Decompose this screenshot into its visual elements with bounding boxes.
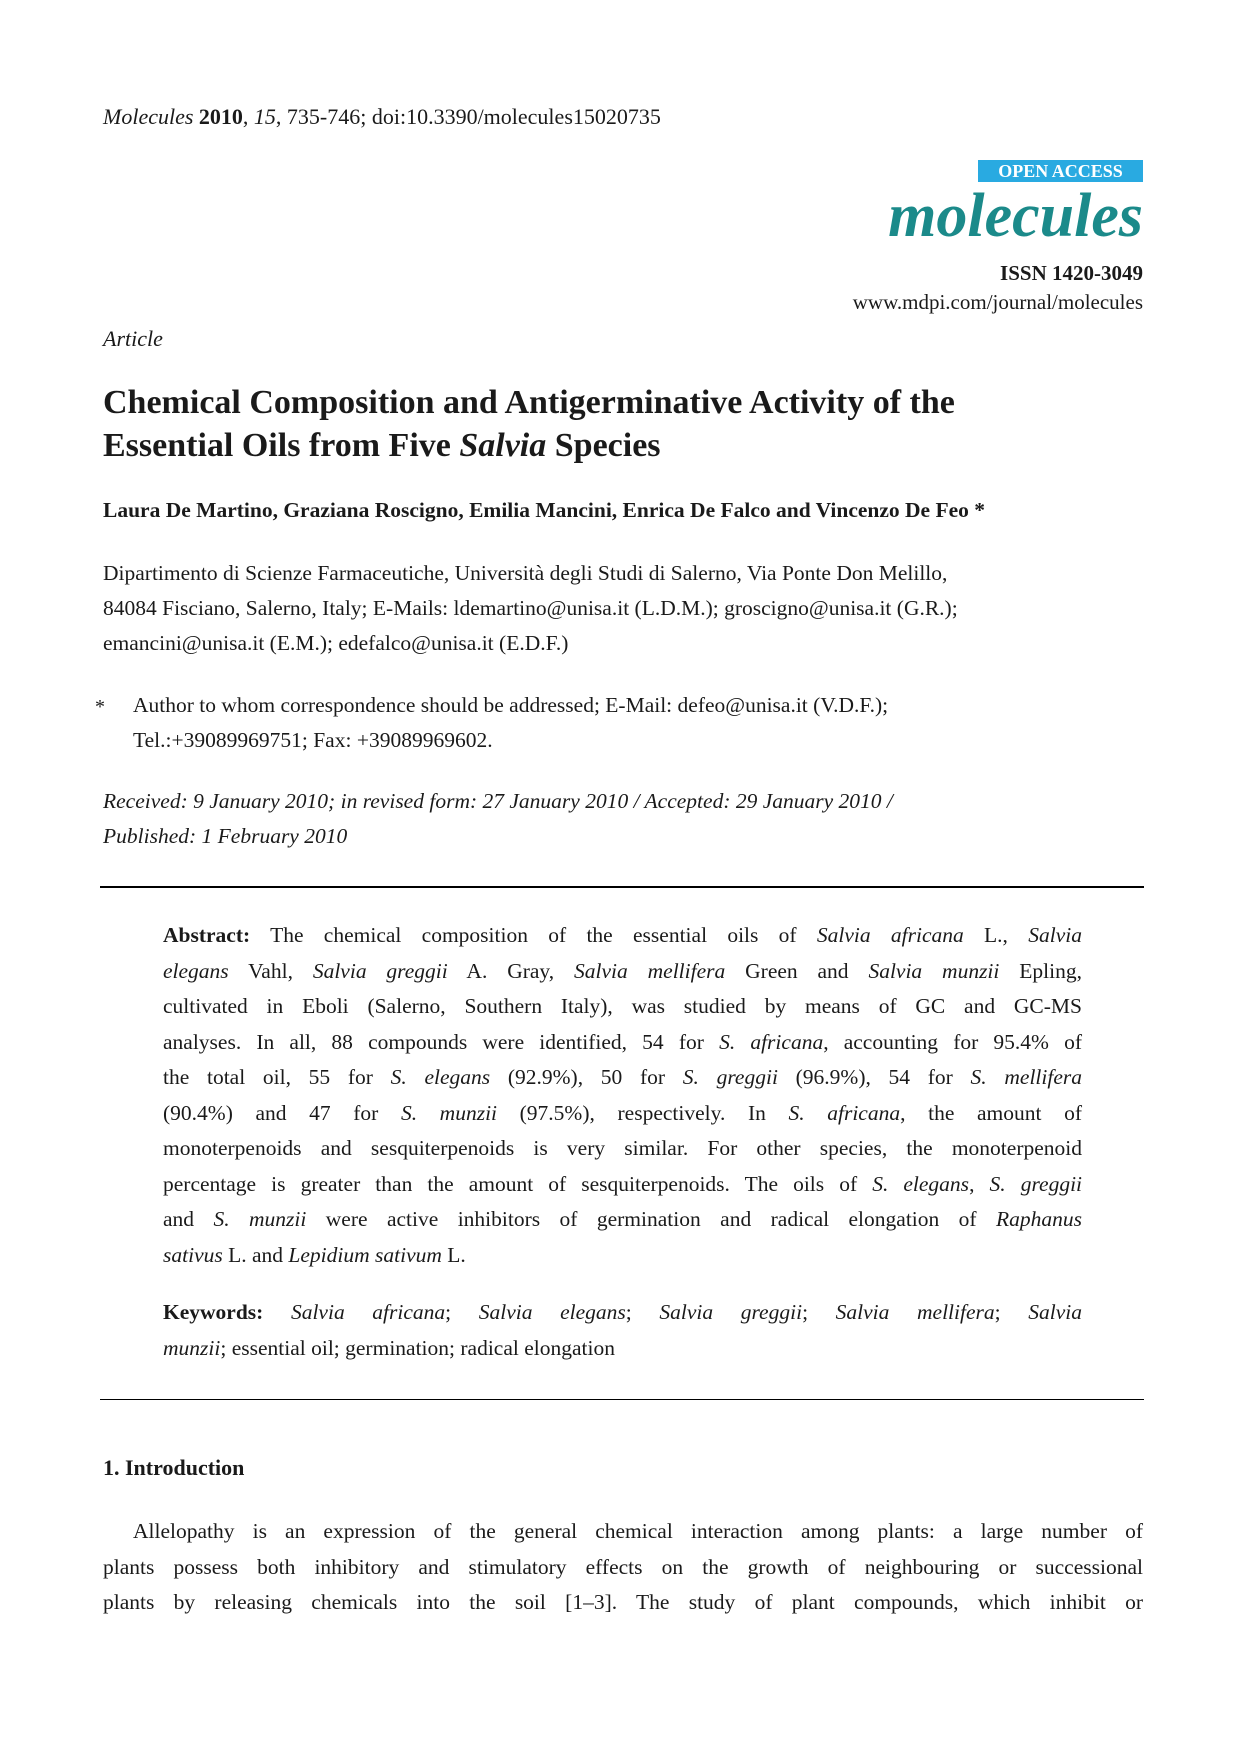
- keyword: Salvia africana: [290, 1300, 446, 1324]
- abstract-text: were active inhibitors of germination and radical elongation of: [306, 1207, 997, 1231]
- divider-top: [100, 886, 1144, 888]
- species-name: S. greggii: [989, 1171, 1083, 1196]
- abstract-line: [163, 1167, 1082, 1203]
- journal-logo: molecules: [888, 182, 1143, 250]
- citation-line: Molecules 2010, 15, 735-746; doi:10.3390/molecules15020735: [103, 104, 661, 129]
- species-name: S. mellifera: [970, 1065, 1082, 1089]
- species-name: Raphanus: [996, 1207, 1083, 1231]
- citation-volume: 15: [253, 104, 276, 129]
- citation-journal: Molecules: [103, 104, 194, 129]
- abstract: [163, 918, 1082, 1273]
- keyword: Salvia: [1028, 1300, 1082, 1324]
- abstract-text: (90.4%) and 47 for: [163, 1100, 401, 1125]
- abstract-line: [163, 1096, 1082, 1132]
- abstract-label: Abstract:: [163, 923, 251, 947]
- keyword-sep: [263, 1300, 291, 1324]
- title-text: Essential Oils from Five: [103, 427, 460, 464]
- keyword: munzii: [163, 1335, 221, 1360]
- abstract-line: [163, 1025, 1082, 1061]
- species-name: Lepidium sativum: [288, 1242, 442, 1267]
- keyword-sep: ;: [994, 1300, 1029, 1324]
- abstract-text: A. Gray,: [447, 958, 575, 983]
- paper-title: [103, 381, 1143, 467]
- abstract-text: The chemical composition of the essential oils of: [250, 923, 817, 947]
- abstract-text: percentage is greater than the amount of sesquiterpenoids. The oils of: [163, 1171, 873, 1196]
- issn: ISSN 1420-3049: [1000, 261, 1143, 285]
- abstract-line: [163, 954, 1082, 990]
- abstract-text: , the amount of: [900, 1100, 1083, 1125]
- abstract-text: (92.9%), 50 for: [490, 1065, 683, 1089]
- abstract-text: ,: [969, 1171, 990, 1196]
- citation-year: 2010: [198, 104, 243, 129]
- dates-line: Received: 9 January 2010; in revised form: 27 January 2010 / Accepted: 29 January 2010 /: [103, 789, 893, 813]
- title-line-2: [103, 424, 1143, 467]
- abstract-text: Epling,: [999, 958, 1082, 983]
- species-name: S. munzii: [400, 1100, 498, 1125]
- abstract-line: [163, 1202, 1082, 1238]
- abstract-text: , accounting for 95.4% of: [823, 1029, 1083, 1054]
- title-line-1: Chemical Composition and Antigerminative Activity of the: [103, 384, 955, 421]
- abstract-text: the total oil, 55 for: [163, 1065, 391, 1089]
- affiliation: [103, 556, 1143, 661]
- abstract-line: monoterpenoids and sesquiterpenoids is very similar. For other species, the monoterpenoid: [163, 1136, 1082, 1160]
- journal-url[interactable]: www.mdpi.com/journal/molecules: [852, 290, 1143, 314]
- species-name: S. elegans: [390, 1065, 491, 1089]
- body-line: Allelopathy is an expression of the general chemical interaction among plants: a large number of: [133, 1519, 1143, 1543]
- body-line: plants possess both inhibitory and stimulatory effects on the growth of neighbouring or successional: [103, 1554, 1143, 1579]
- keyword-text: ; essential oil; germination; radical elongation: [220, 1335, 615, 1360]
- keyword: Salvia mellifera: [835, 1300, 995, 1324]
- abstract-line: cultivated in Eboli (Salerno, Southern Italy), was studied by means of GC and GC-MS: [163, 994, 1082, 1018]
- affiliation-line: 84084 Fisciano, Salerno, Italy; E-Mails: ldemartino@unisa.it (L.D.M.); groscigno@unisa.it (G.R.);: [103, 596, 958, 620]
- keyword: Salvia greggii: [659, 1300, 803, 1324]
- abstract-text: Green and: [725, 958, 869, 983]
- correspondence-marker: *: [95, 696, 105, 718]
- dates-line: Published: 1 February 2010: [103, 824, 348, 848]
- keyword-sep: ;: [445, 1300, 479, 1324]
- abstract-text: and: [163, 1207, 214, 1231]
- species-name: Salvia: [1028, 923, 1082, 947]
- species-name: Salvia mellifera: [574, 958, 726, 983]
- abstract-line: [163, 918, 1082, 954]
- keyword-sep: ;: [625, 1300, 660, 1324]
- affiliation-line: emancini@unisa.it (E.M.); edefalco@unisa.it (E.D.F.): [103, 631, 569, 655]
- species-name: Salvia africana: [816, 923, 964, 947]
- title-genus: Salvia: [459, 427, 547, 464]
- abstract-text: analyses. In all, 88 compounds were identified, 54 for: [163, 1029, 720, 1054]
- keywords: [163, 1295, 1082, 1366]
- abstract-text: L. and: [222, 1242, 289, 1267]
- keywords-label: Keywords:: [163, 1300, 264, 1324]
- species-name: S. elegans: [872, 1171, 970, 1196]
- author-list: Laura De Martino, Graziana Roscigno, Emilia Mancini, Enrica De Falco and Vincenzo De Feo *: [103, 498, 986, 522]
- section-heading: 1. Introduction: [103, 1455, 245, 1480]
- species-name: S. greggii: [682, 1065, 778, 1089]
- keywords-line: [163, 1295, 1082, 1331]
- abstract-line: [163, 1060, 1082, 1096]
- abstract-text: (96.9%), 54 for: [777, 1065, 971, 1089]
- species-name: Salvia munzii: [868, 958, 1000, 983]
- keyword-sep: ;: [802, 1300, 836, 1324]
- correspondence: [133, 688, 1133, 758]
- affiliation-line: Dipartimento di Scienze Farmaceutiche, Università degli Studi di Salerno, Via Ponte Don Melillo,: [103, 561, 948, 585]
- abstract-line: [163, 1238, 1082, 1274]
- keyword: Salvia elegans: [478, 1300, 626, 1324]
- correspondence-line: Author to whom correspondence should be addressed; E-Mail: defeo@unisa.it (V.D.F.);: [133, 693, 889, 717]
- species-name: S. munzii: [213, 1207, 307, 1231]
- species-name: Salvia greggii: [312, 958, 448, 983]
- correspondence-line: Tel.:+39089969751; Fax: +39089969602.: [133, 728, 493, 752]
- introduction-body: [103, 1514, 1143, 1621]
- species-name: S. africana: [719, 1029, 824, 1054]
- title-text: Species: [546, 427, 661, 464]
- citation-pages-doi: , 735-746; doi:10.3390/molecules15020735: [275, 104, 661, 129]
- body-line: plants by releasing chemicals into the soil [1–3]. The study of plant compounds, which inhibit or: [103, 1590, 1143, 1614]
- abstract-text: Vahl,: [228, 958, 313, 983]
- abstract-text: (97.5%), respectively. In: [497, 1100, 789, 1125]
- divider-bottom: [100, 1399, 1144, 1400]
- keywords-line: [163, 1331, 1082, 1367]
- abstract-text: L.,: [963, 923, 1029, 947]
- species-name: elegans: [163, 958, 229, 983]
- abstract-text: L.: [441, 1242, 466, 1267]
- open-access-badge: OPEN ACCESS: [978, 160, 1143, 182]
- article-type: Article: [103, 326, 163, 351]
- species-name: S. africana: [788, 1100, 901, 1125]
- species-name: sativus: [163, 1242, 223, 1267]
- publication-dates: [103, 784, 893, 854]
